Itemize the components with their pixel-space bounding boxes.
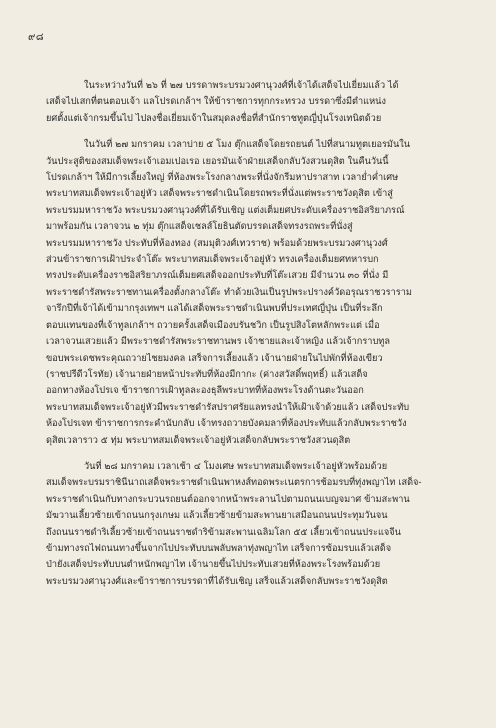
text-line: โปรดเกล้าฯ ให้มีการเลี้ยงใหญ่ ที่ห้องพระโรงกลางพระที่นั่งจักรีมหาปราสาท เวลาย่ำค่ำเศษ [46,172,399,184]
text-line: ยศตั้งแต่เจ้ากรมขึ้นไป ไปลงชื่อเยี่ยมเจ้าในสมุดลงชื่อที่สำนักราชทูตญี่ปุ่นโรงเทนิตด้วย [46,112,382,124]
text-line: ขอบพระเดชพระคุณถวายไชยมงคล เสร็จการเลี้ยงแล้ว เจ้านายฝ่ายในไปพักที่ห้องเขียว [46,352,383,364]
text-line: (ราชปรีดีวโรทัย) เจ้านายฝ่ายหน้าประทับที่ห้องมีกากะ (ค่างสวัสดิ์พฤทธิ์) แล้วเสด็จ [46,368,368,380]
text-line: พระบรมมหาราชวัง พระบรมวงศานุวงศ์ที่ได้รับเชิญ แต่งเต็มยศประดับเครื่องราชอิสริยาภรณ์ [46,204,405,216]
text-line: ข้ามทางรถไฟถนนทางขึ้นจากไปประทับบนพลับพลาทุ่งพญาไท เสร็จการซ้อมรบแล้วเสด็จ [46,542,392,554]
text-line: ออกทางห้องโปรเจ ข้าราชการเฝ้าทูลละองธุลีพระบาทที่ห้องพระโรงด้านตะวันออก [46,385,364,397]
text-line: พระบาทสมเด็จพระเจ้าอยู่หัว เสด็จพระราชดำเนินโดยรถพระที่นั่งแต่พระราชวังดุสิต เข้าสู่ [46,188,393,200]
text-line: เวลาจวนเสวยแล้ว มีพระราชดำรัสพระราชทานพร เจ้าชายและเจ้าหญิง แล้วเจ้ากราบทูล [46,336,390,348]
text-line: ในระหว่างวันที่ ๒๖ ที่ ๒๗ บรรดาพระบรมวงศานุวงศ์ที่เจ้าได้เสด็จไปเยี่ยมแล้ว ได้ [84,80,399,91]
text-line: ห้องโปรเจท ข้าราชการกระคำนับกลับ เจ้าทรงถวายบังคมลาที่ห้องประทับแล้วกลับพระราชวัง [46,418,407,430]
text-line: ถึงถนนราชดำริเลี้ยวซ้ายเข้าถนนราชดำริข้ามสะพานเฉลิมโลก ๕๕ เลี้ยวเข้าถนนประแจจีน [46,526,401,538]
text-line: มัฆวานเลี้ยวซ้ายเข้าถนนกรุงเกษม แล้วเลี้ยวซ้ายข้ามสะพานยาเสมือนถนนประทุมวันจน [46,510,388,522]
text-line: ทรงประดับเครื่องราชอิสริยาภรณ์เต็มยศเสด็จออกประทับที่โต๊ะเสวย มีจำนวน ๓๐ ที่นั่ง มี [46,270,389,282]
text-line: พระบรมวงศานุวงศ์และข้าราชการบรรดาที่ได้รับเชิญ เสร็จแล้วเสด็จกลับพระราชวังดุสิต [46,575,388,587]
text-line: พระราชดำรัสพระราชทานเครื่องตั้งกลางโต๊ะ ทำด้วยเงินเป็นรูปพระปรางค์วัดอรุณราชวราราม [46,286,412,298]
text-line: ส่วนข้าราชการเฝ้าประจำโต๊ะ พระบาทสมเด็จพระเจ้าอยู่หัว ทรงเครื่องเต็มยศทหารบก [46,254,379,266]
text-line: ดุสิตเวลาราว ๕ ทุ่ม พระบาทสมเด็จพระเจ้าอยู่หัวเสด็จกลับพระราชวังสวนดุสิต [46,434,351,446]
document-body [46,78,464,590]
text-line: ในวันที่ ๒๗ มกราคม เวลาบ่าย ๕ โมง ตุ๊กแสด็จโดยรถยนต์ ไปที่สนามทูตเยอรมันใน [84,139,411,151]
text-line: วันที่ ๒๘ มกราคม เวลาเช้า ๔ โมงเศษ พระบาทสมเด็จพระเจ้าอยู่หัวพร้อมด้วย [84,460,388,472]
text-line: พระบาทสมเด็จพระเจ้าอยู่หัวมีพระราชดำรัสปราศรัยแลทรงนำให้เฝ้าเจ้าด้วยแล้ว เสด็จประทับ [46,401,410,413]
text-line: วันประสูติของสมเด็จพระเจ้าเอมเปอเรอ เยอรมันเจ้าฝ่ายเสด็จกลับวังสวนดุสิต ในคืนวันนี้ [46,155,389,167]
text-line: พระบรมมหาราชวัง ประทับที่ห้องทอง (สมมุติวงศ์เทวราช) พร้อมด้วยพระบรมวงศานุวงศ์ [46,237,388,249]
text-line: ป่ายังเสด็จประทับบนตำหนักพญาไท เจ้านายขึ้นไปประทับเสวยที่ห้องพระโรงพร้อมด้วย [46,559,381,571]
text-line: จารึกปีที่เจ้าได้เข้ามากรุงเทพฯ แลได้เสด็จพระราชดำเนินพบที่ประเทศญี่ปุ่น เป็นที่ระลึก [46,303,383,315]
page-number: ๙๘ [28,32,45,43]
text-line: เสด็จไปเสกที่ตนตอบเจ้า แลโปรดเกล้าฯ ให้ข้าราชการทุกกระทรวง บรรดาซึ่งมีตำแหน่ง [46,96,386,108]
paragraph-2 [46,137,464,449]
text-line: พระราชดำเนินกับทางกระบวนรถยนต์ออกจากหน้าพระลานไปตามถนนเบญจมาศ ข้ามสะพาน [46,493,410,505]
text-line: ตอบแทนของที่เจ้าทูลเกล้าฯ ถวายครั้งเสด็จเมืองบรันชวิก เป็นรูปสิงโตหลักพระแต่ เมื่อ [46,319,380,331]
paragraph-3 [46,459,464,590]
text-line: มาพร้อมกัน เวลาจวน ๒ ทุ่ม ตุ๊กแสด็จเชลส์โยธินตัดบรรดเสด็จทรงรถพระที่นั่งสู่ [46,221,353,233]
paragraph-1 [46,78,464,127]
text-line: สมเด็จพระบรมราชินีนาถเสด็จพระราชดำเนินพาหงส์ทอดพระเนตรการช้อมรบที่ทุ่งพญาไท เสด็จ- [46,477,422,489]
